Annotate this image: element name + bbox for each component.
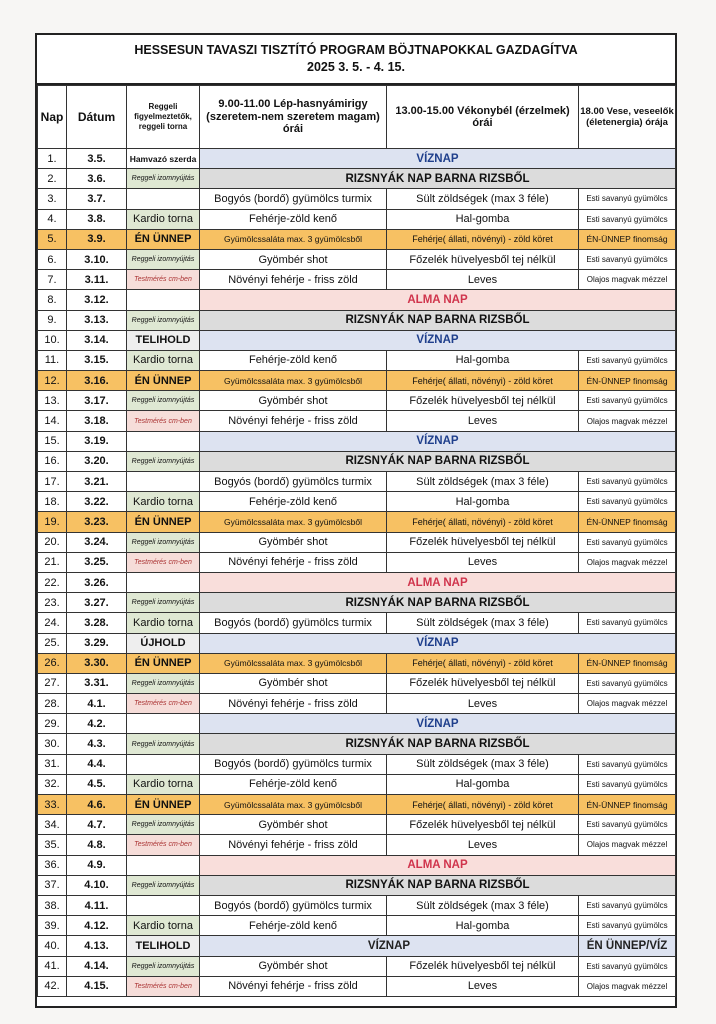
header-vekonybel: 13.00-15.00 Vékonybél (érzelmek) órái	[387, 86, 579, 149]
special-day-cell: VÍZNAP	[200, 149, 676, 169]
morning-cell: Reggeli izomnyújtás	[127, 310, 200, 330]
date-cell: 4.15.	[67, 976, 127, 996]
date-cell: 3.25.	[67, 552, 127, 572]
table-row	[38, 895, 676, 915]
table-row	[38, 290, 676, 310]
table-row	[38, 956, 676, 976]
date-cell: 3.28.	[67, 613, 127, 633]
vese-cell: Olajos magvak mézzel	[579, 694, 676, 714]
date-cell: 4.6.	[67, 795, 127, 815]
date-cell: 3.6.	[67, 169, 127, 189]
vese-cell: ÉN ÜNNEP/VÍZ	[579, 936, 676, 956]
day-number-cell: 42.	[38, 976, 67, 996]
day-number-cell: 7.	[38, 270, 67, 290]
lep-cell: Fehérje-zöld kenő	[200, 350, 387, 370]
morning-cell	[127, 714, 200, 734]
table-row	[38, 371, 676, 391]
table-row	[38, 714, 676, 734]
vese-cell: Olajos magvak mézzel	[579, 270, 676, 290]
table-row	[38, 855, 676, 875]
morning-cell	[127, 290, 200, 310]
schedule-table	[37, 85, 676, 997]
date-cell: 3.30.	[67, 653, 127, 673]
morning-cell	[127, 754, 200, 774]
morning-cell: Reggeli izomnyújtás	[127, 249, 200, 269]
day-number-cell: 19.	[38, 512, 67, 532]
date-cell: 3.20.	[67, 451, 127, 471]
vekonybel-cell: Főzelék hüvelyesből tej nélkül	[387, 249, 579, 269]
vese-cell: Esti savanyú gyümölcs	[579, 492, 676, 512]
vekonybel-cell: Sült zöldségek (max 3 féle)	[387, 613, 579, 633]
date-cell: 4.14.	[67, 956, 127, 976]
day-number-cell: 10.	[38, 330, 67, 350]
date-cell: 3.18.	[67, 411, 127, 431]
day-number-cell: 30.	[38, 734, 67, 754]
vekonybel-cell: Fehérje( állati, növényi) - zöld köret	[387, 653, 579, 673]
table-row	[38, 249, 676, 269]
vekonybel-cell: Hal-gomba	[387, 350, 579, 370]
lep-cell: Bogyós (bordő) gyümölcs turmix	[200, 613, 387, 633]
date-cell: 3.21.	[67, 472, 127, 492]
vese-cell: Esti savanyú gyümölcs	[579, 673, 676, 693]
lep-cell: Fehérje-zöld kenő	[200, 209, 387, 229]
lep-cell: Gyümölcssaláta max. 3 gyümölcsből	[200, 653, 387, 673]
table-row	[38, 492, 676, 512]
vekonybel-cell: Főzelék hüvelyesből tej nélkül	[387, 815, 579, 835]
day-number-cell: 27.	[38, 673, 67, 693]
day-number-cell: 23.	[38, 593, 67, 613]
vese-cell: Esti savanyú gyümölcs	[579, 350, 676, 370]
vese-cell: Esti savanyú gyümölcs	[579, 189, 676, 209]
day-number-cell: 14.	[38, 411, 67, 431]
date-cell: 3.15.	[67, 350, 127, 370]
lep-cell: Gyömbér shot	[200, 391, 387, 411]
special-day-cell: RIZSNYÁK NAP BARNA RIZSBŐL	[200, 593, 676, 613]
lep-cell: Fehérje-zöld kenő	[200, 774, 387, 794]
lep-cell: Növényi fehérje - friss zöld	[200, 976, 387, 996]
date-cell: 4.4.	[67, 754, 127, 774]
special-day-cell: VÍZNAP	[200, 330, 676, 350]
lep-cell: Gyümölcssaláta max. 3 gyümölcsből	[200, 795, 387, 815]
special-day-cell: ALMA NAP	[200, 855, 676, 875]
vese-cell: Olajos magvak mézzel	[579, 411, 676, 431]
day-number-cell: 35.	[38, 835, 67, 855]
morning-cell: Kardio torna	[127, 492, 200, 512]
morning-cell: Hamvazó szerda	[127, 149, 200, 169]
morning-cell: Reggeli izomnyújtás	[127, 451, 200, 471]
day-number-cell: 33.	[38, 795, 67, 815]
vekonybel-cell: Leves	[387, 411, 579, 431]
vekonybel-cell: Főzelék hüvelyesből tej nélkül	[387, 532, 579, 552]
morning-cell: ÉN ÜNNEP	[127, 653, 200, 673]
morning-cell: Testmérés cm-ben	[127, 835, 200, 855]
lep-cell: Gyümölcssaláta max. 3 gyümölcsből	[200, 371, 387, 391]
vekonybel-cell: Leves	[387, 976, 579, 996]
day-number-cell: 26.	[38, 653, 67, 673]
morning-cell: ÉN ÜNNEP	[127, 795, 200, 815]
day-number-cell: 20.	[38, 532, 67, 552]
table-row	[38, 976, 676, 996]
vekonybel-cell: Főzelék hüvelyesből tej nélkül	[387, 391, 579, 411]
date-cell: 3.22.	[67, 492, 127, 512]
date-cell: 3.13.	[67, 310, 127, 330]
date-cell: 3.19.	[67, 431, 127, 451]
schedule-sheet	[35, 33, 677, 1008]
day-number-cell: 34.	[38, 815, 67, 835]
lep-cell: Növényi fehérje - friss zöld	[200, 835, 387, 855]
vese-cell: Olajos magvak mézzel	[579, 552, 676, 572]
date-cell: 4.12.	[67, 916, 127, 936]
day-number-cell: 8.	[38, 290, 67, 310]
vekonybel-cell: Leves	[387, 270, 579, 290]
lep-cell: Gyömbér shot	[200, 956, 387, 976]
morning-cell: Kardio torna	[127, 774, 200, 794]
vese-cell: ÉN-ÜNNEP finomság	[579, 795, 676, 815]
table-row	[38, 694, 676, 714]
table-row	[38, 593, 676, 613]
day-number-cell: 1.	[38, 149, 67, 169]
day-number-cell: 29.	[38, 714, 67, 734]
day-number-cell: 36.	[38, 855, 67, 875]
morning-cell: Testmérés cm-ben	[127, 552, 200, 572]
table-row	[38, 391, 676, 411]
day-number-cell: 39.	[38, 916, 67, 936]
lep-cell: Gyömbér shot	[200, 249, 387, 269]
vese-cell: Esti savanyú gyümölcs	[579, 774, 676, 794]
lep-cell: Növényi fehérje - friss zöld	[200, 552, 387, 572]
vese-cell: Esti savanyú gyümölcs	[579, 472, 676, 492]
vese-cell: Esti savanyú gyümölcs	[579, 956, 676, 976]
day-number-cell: 12.	[38, 371, 67, 391]
lep-cell: Bogyós (bordő) gyümölcs turmix	[200, 472, 387, 492]
table-row	[38, 169, 676, 189]
date-cell: 3.7.	[67, 189, 127, 209]
header-reggeli: Reggeli figyelmeztetők, reggeli torna	[127, 86, 200, 149]
vese-cell: ÉN-ÜNNEP finomság	[579, 229, 676, 249]
table-row	[38, 633, 676, 653]
header-lep: 9.00-11.00 Lép-hasnyámirigy (szeretem-nem szeretem magam) órái	[200, 86, 387, 149]
vekonybel-cell: Hal-gomba	[387, 209, 579, 229]
date-cell: 3.16.	[67, 371, 127, 391]
lep-cell: Bogyós (bordő) gyümölcs turmix	[200, 189, 387, 209]
table-row	[38, 916, 676, 936]
lep-cell: Gyömbér shot	[200, 673, 387, 693]
table-row	[38, 532, 676, 552]
title-line-1: HESSESUN TAVASZI TISZTÍTÓ PROGRAM BÖJTNAPOKKAL GAZDAGÍTVA	[134, 43, 578, 57]
morning-cell: Reggeli izomnyújtás	[127, 673, 200, 693]
day-number-cell: 6.	[38, 249, 67, 269]
table-row	[38, 512, 676, 532]
vese-cell: Olajos magvak mézzel	[579, 976, 676, 996]
date-cell: 4.9.	[67, 855, 127, 875]
vese-cell: Esti savanyú gyümölcs	[579, 391, 676, 411]
special-day-cell: RIZSNYÁK NAP BARNA RIZSBŐL	[200, 169, 676, 189]
date-cell: 4.10.	[67, 875, 127, 895]
morning-cell: Reggeli izomnyújtás	[127, 734, 200, 754]
table-row	[38, 673, 676, 693]
date-cell: 3.8.	[67, 209, 127, 229]
morning-cell: Reggeli izomnyújtás	[127, 956, 200, 976]
vekonybel-cell: Leves	[387, 552, 579, 572]
vekonybel-cell: Fehérje( állati, növényi) - zöld köret	[387, 371, 579, 391]
day-number-cell: 25.	[38, 633, 67, 653]
date-cell: 4.7.	[67, 815, 127, 835]
table-row	[38, 613, 676, 633]
day-number-cell: 5.	[38, 229, 67, 249]
lep-cell: Fehérje-zöld kenő	[200, 916, 387, 936]
table-row	[38, 815, 676, 835]
table-row	[38, 330, 676, 350]
table-row	[38, 310, 676, 330]
morning-cell: Testmérés cm-ben	[127, 976, 200, 996]
special-day-cell: RIZSNYÁK NAP BARNA RIZSBŐL	[200, 734, 676, 754]
table-row	[38, 209, 676, 229]
morning-cell: Testmérés cm-ben	[127, 411, 200, 431]
table-row	[38, 653, 676, 673]
lep-cell: Növényi fehérje - friss zöld	[200, 411, 387, 431]
vese-cell: Esti savanyú gyümölcs	[579, 754, 676, 774]
vese-cell: Esti savanyú gyümölcs	[579, 895, 676, 915]
date-cell: 3.27.	[67, 593, 127, 613]
lep-cell: Gyümölcssaláta max. 3 gyümölcsből	[200, 512, 387, 532]
day-number-cell: 11.	[38, 350, 67, 370]
vekonybel-cell: Sült zöldségek (max 3 féle)	[387, 189, 579, 209]
special-day-cell: ALMA NAP	[200, 290, 676, 310]
date-cell: 3.14.	[67, 330, 127, 350]
date-cell: 3.29.	[67, 633, 127, 653]
title-line-2: 2025 3. 5. - 4. 15.	[307, 60, 405, 74]
vekonybel-cell: Fehérje( állati, növényi) - zöld köret	[387, 229, 579, 249]
morning-cell	[127, 431, 200, 451]
morning-cell: Testmérés cm-ben	[127, 694, 200, 714]
vekonybel-cell: Sült zöldségek (max 3 féle)	[387, 895, 579, 915]
date-cell: 4.1.	[67, 694, 127, 714]
day-number-cell: 18.	[38, 492, 67, 512]
date-cell: 3.17.	[67, 391, 127, 411]
morning-cell	[127, 472, 200, 492]
date-cell: 4.2.	[67, 714, 127, 734]
vekonybel-cell: Hal-gomba	[387, 774, 579, 794]
special-day-cell: VÍZNAP	[200, 936, 579, 956]
table-row	[38, 774, 676, 794]
date-cell: 3.23.	[67, 512, 127, 532]
morning-cell: Reggeli izomnyújtás	[127, 815, 200, 835]
special-day-cell: ALMA NAP	[200, 572, 676, 592]
table-row	[38, 270, 676, 290]
table-row	[38, 149, 676, 169]
day-number-cell: 4.	[38, 209, 67, 229]
date-cell: 3.9.	[67, 229, 127, 249]
day-number-cell: 13.	[38, 391, 67, 411]
header-row	[38, 86, 676, 149]
table-row	[38, 875, 676, 895]
date-cell: 3.31.	[67, 673, 127, 693]
header-datum: Dátum	[67, 86, 127, 149]
vese-cell: Esti savanyú gyümölcs	[579, 209, 676, 229]
vekonybel-cell: Leves	[387, 835, 579, 855]
table-row	[38, 835, 676, 855]
vekonybel-cell: Főzelék hüvelyesből tej nélkül	[387, 956, 579, 976]
vekonybel-cell: Sült zöldségek (max 3 féle)	[387, 472, 579, 492]
morning-cell	[127, 189, 200, 209]
morning-cell: Reggeli izomnyújtás	[127, 391, 200, 411]
header-vese: 18.00 Vese, veseelők (életenergia) órája	[579, 86, 676, 149]
morning-cell: Reggeli izomnyújtás	[127, 169, 200, 189]
lep-cell: Növényi fehérje - friss zöld	[200, 270, 387, 290]
morning-cell	[127, 855, 200, 875]
date-cell: 3.10.	[67, 249, 127, 269]
special-day-cell: RIZSNYÁK NAP BARNA RIZSBŐL	[200, 875, 676, 895]
date-cell: 4.13.	[67, 936, 127, 956]
lep-cell: Fehérje-zöld kenő	[200, 492, 387, 512]
morning-cell: Kardio torna	[127, 916, 200, 936]
morning-cell	[127, 572, 200, 592]
morning-cell: ÉN ÜNNEP	[127, 371, 200, 391]
day-number-cell: 21.	[38, 552, 67, 572]
morning-cell: ÉN ÜNNEP	[127, 229, 200, 249]
morning-cell: Reggeli izomnyújtás	[127, 875, 200, 895]
morning-cell: TELIHOLD	[127, 936, 200, 956]
special-day-cell: RIZSNYÁK NAP BARNA RIZSBŐL	[200, 451, 676, 471]
vese-cell: Esti savanyú gyümölcs	[579, 815, 676, 835]
table-row	[38, 552, 676, 572]
table-row	[38, 350, 676, 370]
table-row	[38, 431, 676, 451]
date-cell: 3.11.	[67, 270, 127, 290]
table-row	[38, 572, 676, 592]
morning-cell: TELIHOLD	[127, 330, 200, 350]
vese-cell: ÉN-ÜNNEP finomság	[579, 512, 676, 532]
special-day-cell: VÍZNAP	[200, 633, 676, 653]
day-number-cell: 31.	[38, 754, 67, 774]
vese-cell: ÉN-ÜNNEP finomság	[579, 653, 676, 673]
vese-cell: Olajos magvak mézzel	[579, 835, 676, 855]
table-row	[38, 795, 676, 815]
vekonybel-cell: Hal-gomba	[387, 492, 579, 512]
table-row	[38, 472, 676, 492]
table-row	[38, 229, 676, 249]
special-day-cell: VÍZNAP	[200, 431, 676, 451]
table-row	[38, 189, 676, 209]
date-cell: 4.3.	[67, 734, 127, 754]
date-cell: 3.12.	[67, 290, 127, 310]
morning-cell: Kardio torna	[127, 209, 200, 229]
day-number-cell: 41.	[38, 956, 67, 976]
vekonybel-cell: Főzelék hüvelyesből tej nélkül	[387, 673, 579, 693]
date-cell: 4.5.	[67, 774, 127, 794]
vekonybel-cell: Fehérje( állati, növényi) - zöld köret	[387, 795, 579, 815]
vese-cell: Esti savanyú gyümölcs	[579, 916, 676, 936]
day-number-cell: 17.	[38, 472, 67, 492]
lep-cell: Bogyós (bordő) gyümölcs turmix	[200, 895, 387, 915]
vese-cell: Esti savanyú gyümölcs	[579, 613, 676, 633]
day-number-cell: 22.	[38, 572, 67, 592]
vese-cell: Esti savanyú gyümölcs	[579, 249, 676, 269]
vese-cell: ÉN-ÜNNEP finomság	[579, 371, 676, 391]
day-number-cell: 40.	[38, 936, 67, 956]
lep-cell: Növényi fehérje - friss zöld	[200, 694, 387, 714]
morning-cell: Testmérés cm-ben	[127, 270, 200, 290]
date-cell: 4.11.	[67, 895, 127, 915]
day-number-cell: 28.	[38, 694, 67, 714]
day-number-cell: 3.	[38, 189, 67, 209]
table-row	[38, 734, 676, 754]
morning-cell: Kardio torna	[127, 613, 200, 633]
special-day-cell: RIZSNYÁK NAP BARNA RIZSBŐL	[200, 310, 676, 330]
date-cell: 3.26.	[67, 572, 127, 592]
table-row	[38, 451, 676, 471]
lep-cell: Gyümölcssaláta max. 3 gyümölcsből	[200, 229, 387, 249]
date-cell: 4.8.	[67, 835, 127, 855]
vekonybel-cell: Fehérje( állati, növényi) - zöld köret	[387, 512, 579, 532]
day-number-cell: 37.	[38, 875, 67, 895]
day-number-cell: 16.	[38, 451, 67, 471]
table-row	[38, 754, 676, 774]
lep-cell: Gyömbér shot	[200, 532, 387, 552]
day-number-cell: 24.	[38, 613, 67, 633]
morning-cell: Kardio torna	[127, 350, 200, 370]
lep-cell: Bogyós (bordő) gyümölcs turmix	[200, 754, 387, 774]
vekonybel-cell: Hal-gomba	[387, 916, 579, 936]
day-number-cell: 32.	[38, 774, 67, 794]
date-cell: 3.5.	[67, 149, 127, 169]
day-number-cell: 9.	[38, 310, 67, 330]
date-cell: 3.24.	[67, 532, 127, 552]
vese-cell: Esti savanyú gyümölcs	[579, 532, 676, 552]
vekonybel-cell: Leves	[387, 694, 579, 714]
table-body	[38, 149, 676, 997]
day-number-cell: 38.	[38, 895, 67, 915]
lep-cell: Gyömbér shot	[200, 815, 387, 835]
title-block	[37, 35, 675, 85]
special-day-cell: VÍZNAP	[200, 714, 676, 734]
table-row	[38, 936, 676, 956]
table-row	[38, 411, 676, 431]
day-number-cell: 15.	[38, 431, 67, 451]
morning-cell: ÚJHOLD	[127, 633, 200, 653]
vekonybel-cell: Sült zöldségek (max 3 féle)	[387, 754, 579, 774]
morning-cell: Reggeli izomnyújtás	[127, 593, 200, 613]
header-nap: Nap	[38, 86, 67, 149]
day-number-cell: 2.	[38, 169, 67, 189]
morning-cell: Reggeli izomnyújtás	[127, 532, 200, 552]
morning-cell	[127, 895, 200, 915]
morning-cell: ÉN ÜNNEP	[127, 512, 200, 532]
